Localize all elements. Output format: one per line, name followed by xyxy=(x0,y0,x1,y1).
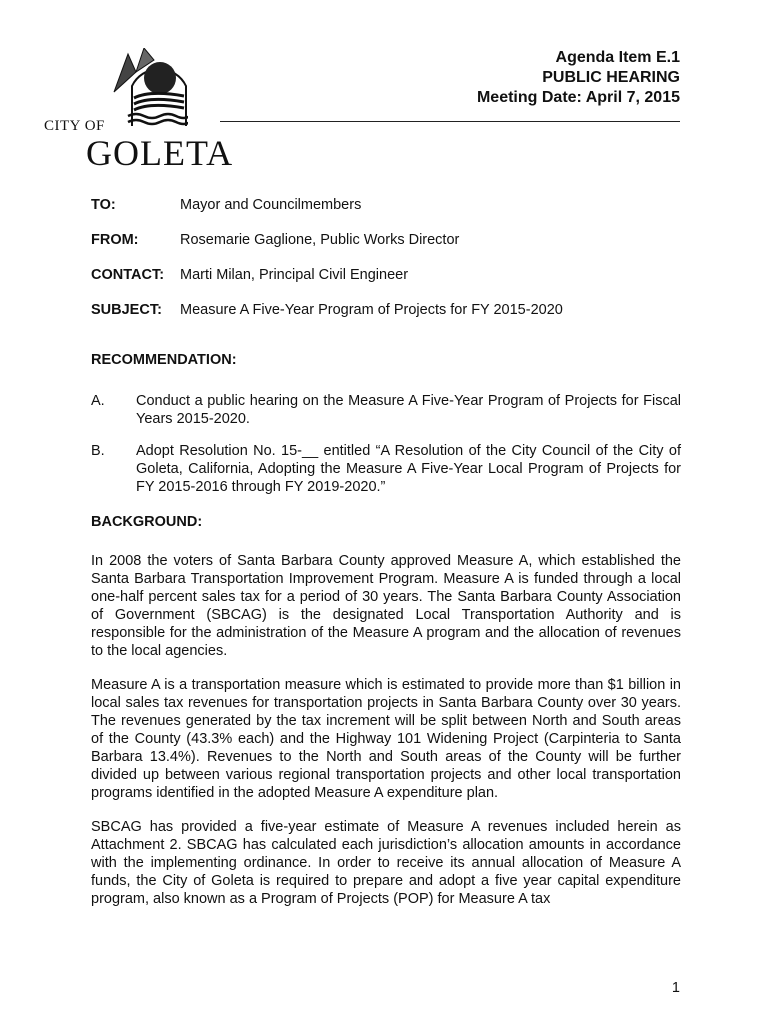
meeting-date: Meeting Date: April 7, 2015 xyxy=(476,89,680,106)
list-item-letter: A. xyxy=(91,393,105,409)
memo-value: Mayor and Councilmembers xyxy=(180,197,362,213)
memo-label: SUBJECT: xyxy=(91,302,162,318)
memo-value: Measure A Five-Year Program of Projects for FY 2015-2020 xyxy=(180,302,563,318)
recommendation-heading: RECOMMENDATION: xyxy=(91,352,237,368)
agenda-item-type: PUBLIC HEARING xyxy=(542,69,680,86)
page-number: 1 xyxy=(671,980,680,996)
memo-header xyxy=(91,195,681,335)
agenda-item-number: Agenda Item E.1 xyxy=(555,49,680,66)
background-body xyxy=(91,552,681,924)
goleta-logo-graphic xyxy=(110,48,188,128)
list-item xyxy=(91,392,681,428)
memo-row-to xyxy=(91,195,681,230)
memo-row-contact xyxy=(91,265,681,300)
list-item xyxy=(91,442,681,496)
recommendation-list xyxy=(91,392,681,510)
memo-label: FROM: xyxy=(91,232,139,248)
city-logo xyxy=(44,48,234,176)
list-item-text: Adopt Resolution No. 15-__ entitled “A Resolution of the City Council of the City of Goleta, California, Adopting the Measure A Five-Year Local Program of Projects for FY 2015-2016 through FY 2019-2020.” xyxy=(136,443,681,495)
logo-city-of-text: CITY OF xyxy=(44,118,105,134)
memo-label: TO: xyxy=(91,197,116,213)
background-paragraph: Measure A is a transportation measure which is estimated to provide more than $1 billion in local sales tax revenues for transportation projects in Santa Barbara County over 30 years. The revenues generated by the tax increment will be split between North and South areas of the County (43.3% each) and the Highway 101 Widening Project (Carpinteria to Santa Barbara 13.4%). Revenues to the North and South areas of the County will be further divided up between various regional transportation projects and other local transportation programs identified in the adopted Measure A expenditure plan. xyxy=(91,677,681,801)
header-divider xyxy=(220,121,680,122)
memo-value: Marti Milan, Principal Civil Engineer xyxy=(180,267,409,283)
background-paragraph: SBCAG has provided a five-year estimate of Measure A revenues included herein as Attachment 2. SBCAG has calculated each jurisdiction’s allocation amounts in accordance with the implementing ordinance. In order to receive its annual allocation of Measure A funds, the City of Goleta is required to prepare and adopt a five year capital expenditure program, also known as a Program of Projects (POP) for Measure A tax xyxy=(91,819,681,907)
memo-value: Rosemarie Gaglione, Public Works Director xyxy=(180,232,460,248)
list-item-text: Conduct a public hearing on the Measure A Five-Year Program of Projects for Fiscal Years 2015-2020. xyxy=(136,393,681,427)
memo-row-from xyxy=(91,230,681,265)
background-heading: BACKGROUND: xyxy=(91,514,203,530)
agenda-header xyxy=(477,48,680,108)
memo-row-subject xyxy=(91,300,681,335)
background-paragraph: In 2008 the voters of Santa Barbara County approved Measure A, which established the Santa Barbara Transportation Improvement Program. Measure A is funded through a local one-half percent sales tax for a period of 30 years. The Santa Barbara County Association of Government (SBCAG) is the designated Local Transportation Authority and is responsible for the administration of the Measure A program and the allocation of revenues to the local agencies. xyxy=(91,553,681,659)
logo-city-name: GOLETA xyxy=(86,133,234,173)
memo-label: CONTACT: xyxy=(91,267,165,283)
list-item-letter: B. xyxy=(91,443,105,459)
